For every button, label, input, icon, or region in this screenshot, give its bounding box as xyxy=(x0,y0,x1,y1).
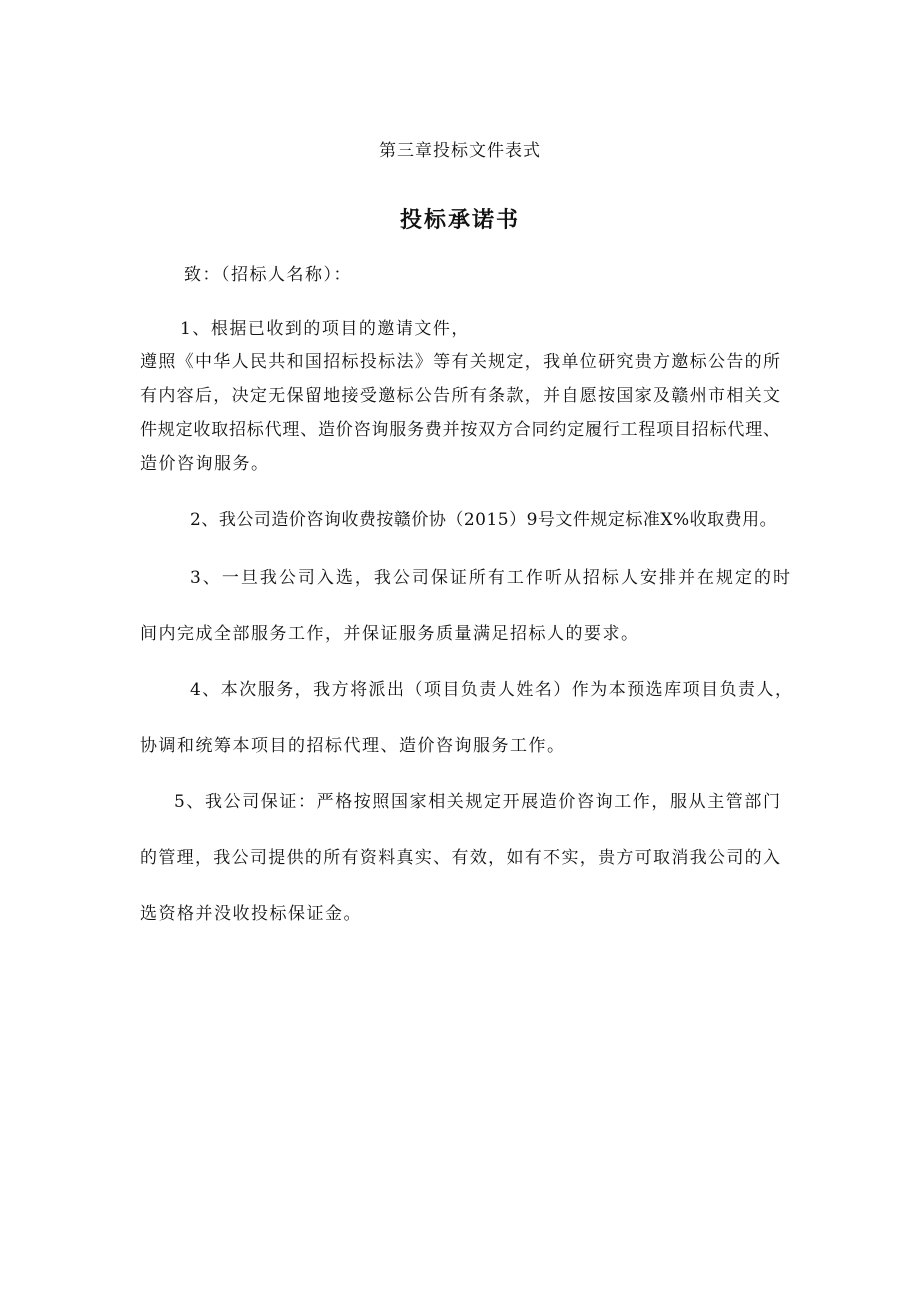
clause-1-line-3: 件规定收取招标代理、造价咨询服务费并按双方合同约定履行工程项目招标代理、 xyxy=(140,420,780,440)
clause-1-line-1: 遵照《中华人民共和国招标投标法》等有关规定，我单位研究贵方邀标公告的所 xyxy=(140,352,780,372)
clause-4-lead: 4、本次服务，我方将派出（项目负责人姓名）作为本预选库项目负责人， xyxy=(190,680,792,700)
document-title: 投标承诺书 xyxy=(399,207,520,233)
clause-5-line-1: 的管理，我公司提供的所有资料真实、有效，如有不实，贵方可取消我公司的入 xyxy=(140,848,780,868)
clause-5-line-2: 选资格并没收投标保证金。 xyxy=(140,904,362,924)
clause-3-lead: 3、一旦我公司入选，我公司保证所有工作听从招标人安排并在规定的时 xyxy=(190,568,790,588)
clause-1-lead: 1、根据已收到的项目的邀请文件， xyxy=(180,319,470,339)
clause-1-line-2: 有内容后，决定无保留地接受邀标公告所有条款，并自愿按国家及赣州市相关文 xyxy=(140,386,780,406)
clause-1-line-4: 造价咨询服务。 xyxy=(140,454,270,474)
clause-5-lead: 5、我公司保证：严格按照国家相关规定开展造价咨询工作，服从主管部门 xyxy=(174,792,780,812)
clause-2-text: 2、我公司造价咨询收费按赣价协（2015）9号文件规定标准X%收取费用。 xyxy=(190,510,778,530)
salutation: 致：（招标人名称）： xyxy=(184,265,352,285)
clause-4-line-1: 协调和统筹本项目的招标代理、造价咨询服务工作。 xyxy=(140,736,566,756)
clause-3-line-1: 间内完成全部服务工作，并保证服务质量满足招标人的要求。 xyxy=(140,624,640,644)
chapter-heading: 第三章投标文件表式 xyxy=(379,141,541,161)
